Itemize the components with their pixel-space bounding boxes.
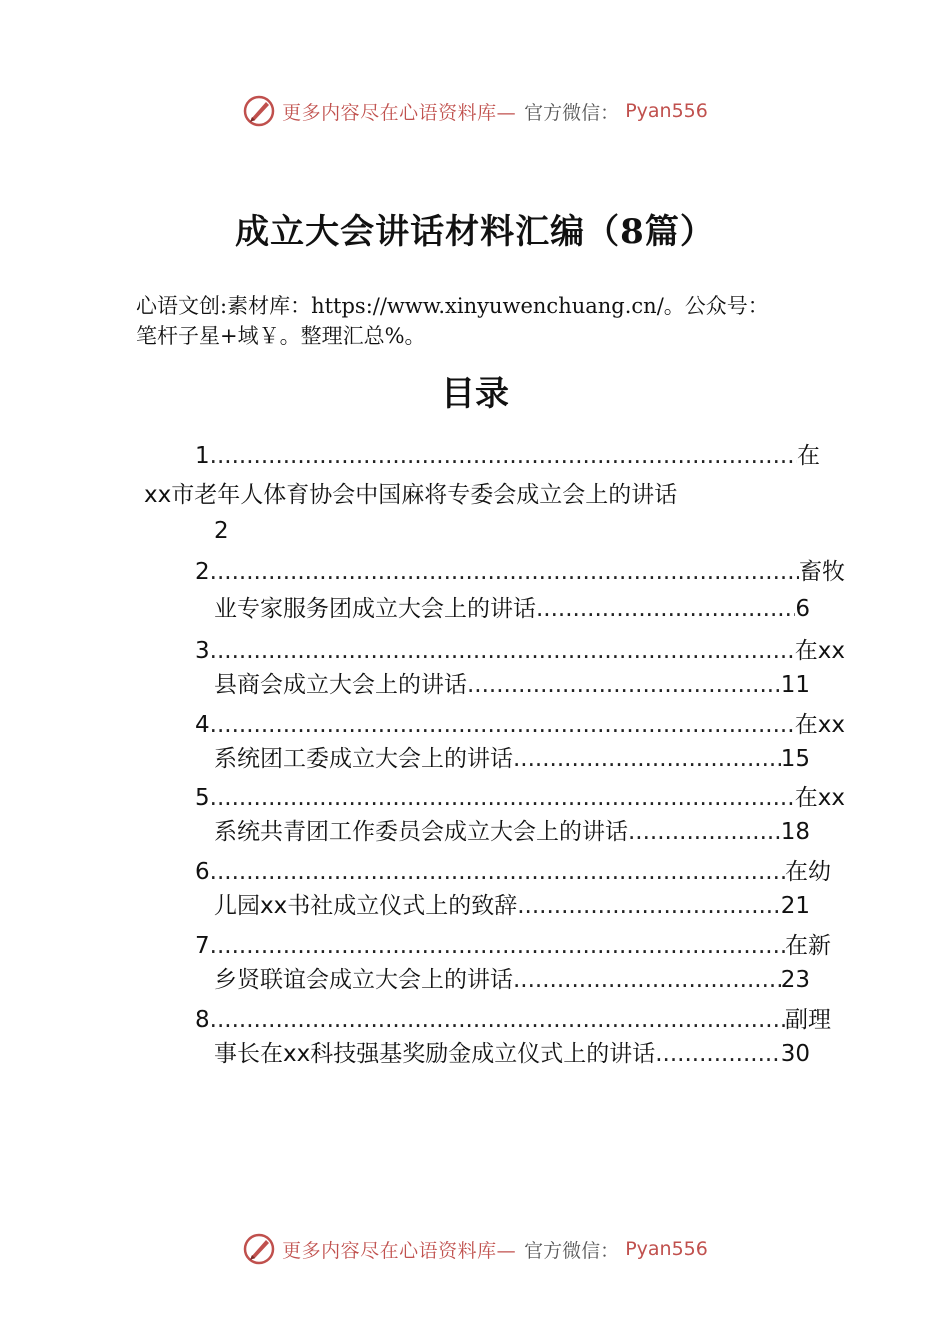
toc-leader-dots [536,594,795,624]
toc-entry-5-row[interactable] [195,783,845,813]
toc-entry-lead: 在xx [794,638,845,664]
toc-leader-dots [210,441,797,471]
toc-entry-lead: 在xx [794,712,845,738]
toc-entry-3-row[interactable] [195,636,845,666]
toc-leader-dots [210,857,785,887]
toc-entry-lead: 在新 [785,933,831,959]
toc-leader-dots [513,744,781,774]
toc-entry-1-row[interactable] [195,441,820,471]
toc-leader-dots [467,670,781,700]
toc-entry-page: 6 [795,596,810,622]
toc-entry-page: 11 [780,672,810,698]
toc-entry-5-title-row[interactable] [214,817,810,847]
toc-entry-lead: 在 [797,443,820,469]
toc-entry-page: 15 [780,746,810,772]
document-title: 成立大会讲话材料汇编（8篇） [235,212,715,252]
toc-leader-dots [513,965,781,995]
toc-entry-2-row[interactable] [195,557,845,587]
toc-entry-number: 6 [195,859,210,885]
toc-entry-title: 系统共青团工作委员会成立大会上的讲话 [214,819,628,845]
toc-entry-page: 30 [780,1041,810,1067]
source-line-2: 笔杆子星+域￥。整理汇总%。 [136,324,426,348]
toc-leader-dots [210,636,795,666]
pen-logo-icon [242,94,276,128]
toc-entry-page: 18 [780,819,810,845]
toc-entry-6-row[interactable] [195,857,831,887]
toc-entry-number: 3 [195,638,210,664]
pen-logo-icon [242,1232,276,1266]
banner-slogan: 更多内容尽在心语资料库— [282,101,517,124]
toc-entry-4-row[interactable] [195,710,845,740]
toc-entry-lead: 在xx [794,785,845,811]
banner-slogan: 更多内容尽在心语资料库— [282,1239,517,1262]
toc-entry-6-title-row[interactable] [214,891,810,921]
toc-entry-7-row[interactable] [195,931,831,961]
toc-entry-8-title-row[interactable] [214,1039,810,1069]
toc-leader-dots [517,891,780,921]
toc-leader-dots [210,1005,785,1035]
toc-entry-number: 5 [195,785,210,811]
toc-leader-dots [210,710,795,740]
banner-wechat-id: Pyan556 [625,1238,708,1260]
toc-entry-3-title-row[interactable] [214,670,810,700]
toc-entry-page: 21 [780,893,810,919]
toc-entry-number: 8 [195,1007,210,1033]
banner-wechat-label: 官方微信： [524,101,620,124]
toc-entry-8-row[interactable] [195,1005,831,1035]
footer-banner [0,1232,950,1266]
toc-entry-number: 4 [195,712,210,738]
toc-entry-page: 23 [780,967,810,993]
toc-leader-dots [210,783,795,813]
source-line-1: 心语文创:素材库：https://www.xinyuwenchuang.cn/。公众号： [136,294,769,318]
toc-entry-lead: 畜牧 [799,559,845,585]
toc-entry-7-title-row[interactable] [214,965,810,995]
toc-entry-title: 事长在xx科技强基奖励金成立仪式上的讲话 [214,1041,656,1067]
toc-entry-number: 2 [195,559,210,585]
toc-entry-2-title-row[interactable] [214,594,810,624]
header-banner [0,94,950,128]
toc-leader-dots [655,1039,780,1069]
toc-leader-dots [210,557,799,587]
banner-wechat-label: 官方微信： [524,1239,620,1262]
toc-leader-dots [210,931,785,961]
toc-entry-title: 系统团工委成立大会上的讲话 [214,746,513,772]
toc-entry-title: 县商会成立大会上的讲话 [214,672,467,698]
toc-entry-lead: 副理 [785,1007,831,1033]
toc-entry-4-title-row[interactable] [214,744,810,774]
banner-wechat-id: Pyan556 [625,100,708,122]
toc-entry-title: 业专家服务团成立大会上的讲话 [214,596,536,622]
toc-entry-title: 儿园xx书社成立仪式上的致辞 [214,893,518,919]
toc-entry-title[interactable]: xx市老年人体育协会中国麻将专委会成立会上的讲话 [144,482,678,508]
toc-entry-title: 乡贤联谊会成立大会上的讲话 [214,967,513,993]
toc-leader-dots [628,817,781,847]
toc-entry-number: 7 [195,933,210,959]
toc-heading: 目录 [441,374,509,414]
toc-entry-lead: 在幼 [785,859,831,885]
toc-entry-number: 1 [195,443,210,469]
toc-entry-page: 2 [214,518,229,544]
